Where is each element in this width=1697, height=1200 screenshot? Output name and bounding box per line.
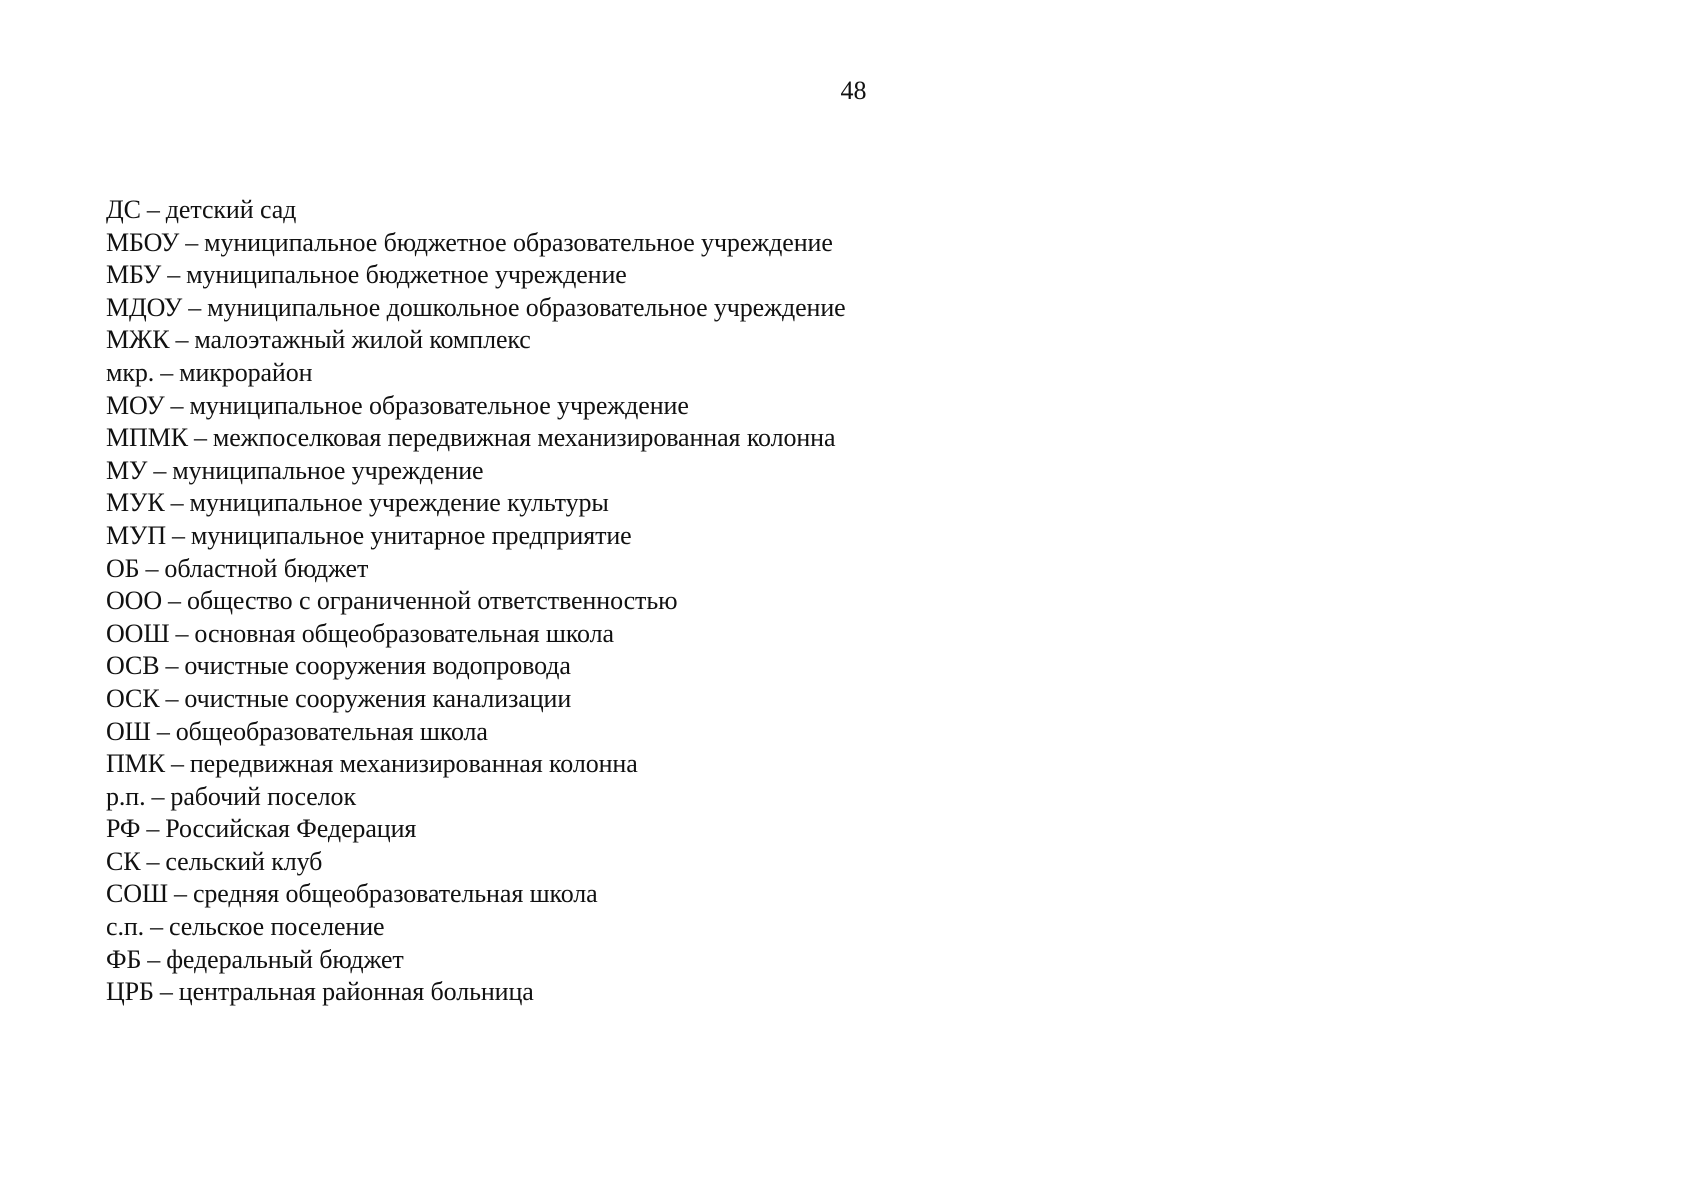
abbreviation-item	[106, 944, 846, 977]
abbreviation-definition: сельский клуб	[165, 846, 323, 876]
abbreviation-item	[106, 324, 846, 357]
abbreviation-term: МУП	[106, 520, 167, 550]
abbreviation-term: СК	[106, 846, 141, 876]
abbreviation-term: МУ	[106, 455, 148, 485]
abbreviation-definition: микрорайон	[179, 357, 313, 387]
separator-dash: –	[153, 455, 167, 485]
separator-dash: –	[170, 749, 184, 779]
abbreviation-term: МЖК	[106, 325, 170, 355]
separator-dash: –	[174, 879, 187, 909]
abbreviation-definition: основная общеобразовательная школа	[194, 618, 614, 648]
abbreviation-item	[106, 618, 846, 651]
abbreviation-item	[106, 194, 846, 227]
abbreviation-definition: очистные сооружения водопровода	[184, 651, 571, 681]
abbreviation-term: ОСВ	[106, 651, 160, 681]
abbreviation-term: МБУ	[106, 260, 162, 290]
abbreviation-definition: сельское поселение	[168, 912, 385, 942]
abbreviation-term: ОШ	[106, 716, 151, 746]
abbreviation-definition: рабочий поселок	[170, 781, 356, 811]
abbreviation-definition: федеральный бюджет	[166, 944, 404, 974]
abbreviation-term: ФБ	[106, 944, 142, 974]
separator-dash: –	[170, 390, 184, 420]
abbreviation-term: ОСК	[106, 683, 160, 713]
abbreviation-definition: муниципальное дошкольное образовательное учреждение	[207, 292, 846, 322]
separator-dash: –	[146, 846, 160, 876]
separator-dash: –	[145, 553, 159, 583]
abbreviation-term: МОУ	[106, 390, 165, 420]
abbreviation-definition: муниципальное учреждение	[172, 455, 484, 485]
abbreviation-item	[106, 390, 846, 423]
separator-dash: –	[168, 586, 181, 616]
abbreviation-term: ООШ	[106, 618, 170, 648]
abbreviation-definition: Российская Федерация	[165, 814, 417, 844]
abbreviation-item	[106, 813, 846, 846]
abbreviation-item	[106, 846, 846, 879]
separator-dash: –	[185, 227, 199, 257]
abbreviation-term: р.п.	[106, 781, 146, 811]
abbreviation-definition: межпоселковая передвижная механизированная колонна	[212, 423, 836, 453]
abbreviation-term: ОБ	[106, 553, 140, 583]
abbreviation-term: ПМК	[106, 749, 165, 779]
abbreviation-item	[106, 585, 846, 618]
abbreviation-item	[106, 976, 846, 1009]
page-number: 48	[840, 76, 867, 105]
abbreviation-term: ДС	[106, 195, 141, 224]
separator-dash: –	[170, 488, 184, 518]
abbreviation-term: мкр.	[106, 357, 155, 387]
abbreviation-definition: малоэтажный жилой комплекс	[194, 325, 531, 355]
abbreviation-definition: муниципальное бюджетное образовательное учреждение	[204, 227, 833, 257]
abbreviation-term: РФ	[106, 814, 141, 844]
separator-dash: –	[175, 325, 189, 355]
separator-dash: –	[188, 292, 202, 322]
abbreviation-definition: муниципальное унитарное предприятие	[190, 520, 632, 550]
abbreviation-definition: центральная районная больница	[178, 977, 534, 1007]
abbreviation-definition: детский сад	[165, 195, 297, 224]
separator-dash: –	[165, 683, 179, 713]
abbreviation-definition: муниципальное бюджетное учреждение	[186, 260, 627, 290]
abbreviation-term: с.п.	[106, 912, 145, 942]
separator-dash: –	[172, 520, 185, 550]
separator-dash: –	[167, 260, 181, 290]
abbreviation-item	[106, 292, 846, 325]
abbreviation-item	[106, 227, 846, 260]
abbreviation-term: МПМК	[106, 423, 188, 453]
abbreviation-item	[106, 357, 846, 390]
separator-dash: –	[151, 781, 165, 811]
abbreviation-definition: очистные сооружения канализации	[184, 683, 572, 713]
separator-dash: –	[156, 716, 170, 746]
abbreviation-item	[106, 553, 846, 586]
abbreviation-definition: областной бюджет	[164, 553, 369, 583]
abbreviation-definition: передвижная механизированная колонна	[189, 749, 638, 779]
abbreviation-item	[106, 683, 846, 716]
separator-dash: –	[160, 357, 174, 387]
separator-dash: –	[193, 423, 207, 453]
separator-dash: –	[159, 977, 173, 1007]
abbreviation-term: МДОУ	[106, 292, 183, 322]
abbreviation-item	[106, 455, 846, 488]
abbreviation-term: ЦРБ	[106, 977, 154, 1007]
abbreviation-list	[106, 194, 846, 1009]
abbreviation-item	[106, 520, 846, 553]
abbreviation-item	[106, 487, 846, 520]
separator-dash: –	[146, 195, 160, 224]
separator-dash: –	[165, 651, 179, 681]
abbreviation-definition: муниципальное учреждение культуры	[189, 488, 609, 518]
separator-dash: –	[175, 618, 189, 648]
abbreviation-term: ООО	[106, 586, 163, 616]
abbreviation-item	[106, 911, 846, 944]
abbreviation-definition: средняя общеобразовательная школа	[192, 879, 598, 909]
separator-dash: –	[146, 814, 160, 844]
abbreviation-item	[106, 422, 846, 455]
abbreviation-item	[106, 748, 846, 781]
abbreviation-term: МБОУ	[106, 227, 180, 257]
abbreviation-item	[106, 878, 846, 911]
separator-dash: –	[147, 944, 161, 974]
abbreviation-item	[106, 781, 846, 814]
abbreviation-definition: общеобразовательная школа	[175, 716, 488, 746]
abbreviation-term: МУК	[106, 488, 165, 518]
separator-dash: –	[150, 912, 163, 942]
abbreviation-item	[106, 650, 846, 683]
abbreviation-item	[106, 716, 846, 749]
abbreviation-definition: муниципальное образовательное учреждение	[189, 390, 689, 420]
abbreviation-item	[106, 259, 846, 292]
abbreviation-definition: общество с ограниченной ответственностью	[186, 586, 678, 616]
abbreviation-term: СОШ	[106, 879, 169, 909]
